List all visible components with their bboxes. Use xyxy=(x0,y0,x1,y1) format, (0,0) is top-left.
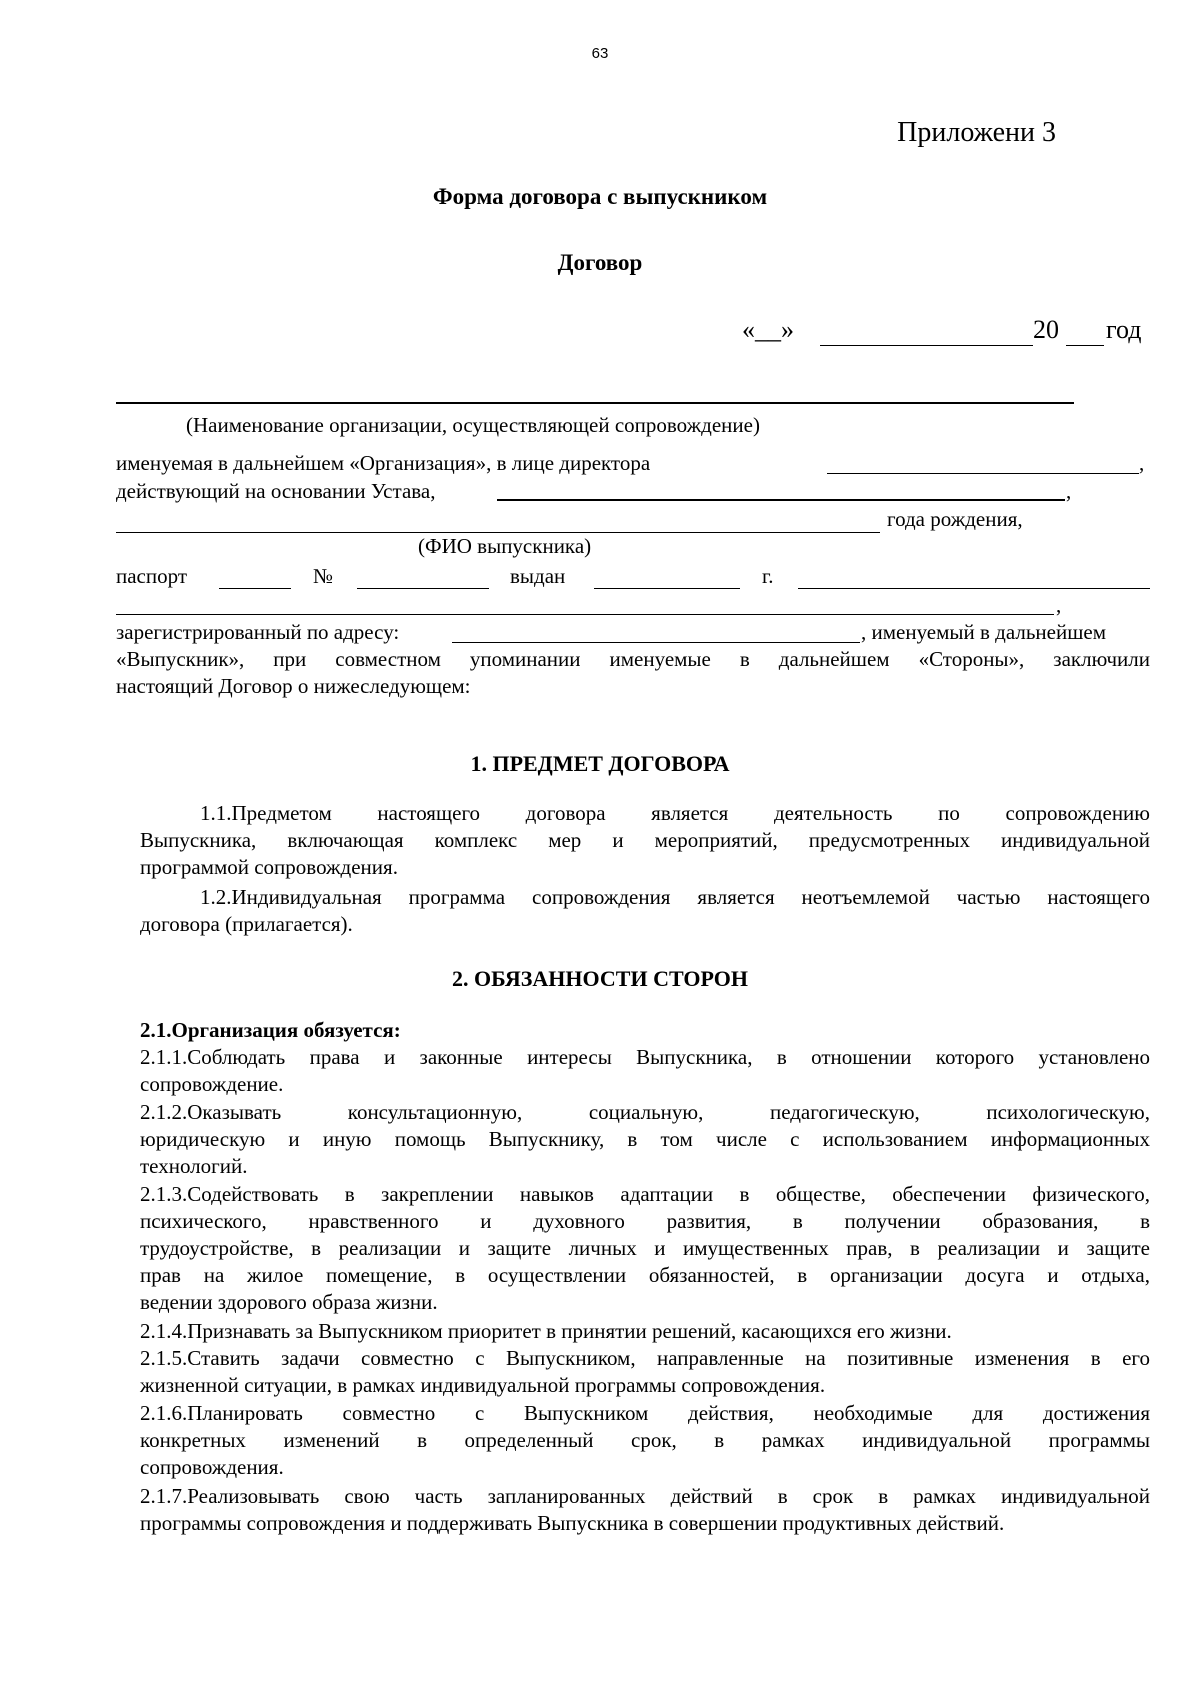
number-sign: № xyxy=(313,564,334,588)
comma: , xyxy=(1066,479,1072,503)
text-line: трудоустройстве, в реализации и защите личных и имущественных прав, в реализации и защите xyxy=(140,1236,1150,1260)
text-line: сопровождения. xyxy=(140,1455,284,1479)
address-continuation-blank xyxy=(116,614,1054,615)
director-name-blank xyxy=(827,473,1139,474)
date-year-blank xyxy=(1066,345,1104,346)
text-line: программой сопровождения. xyxy=(140,855,398,879)
text-line: 2.1.4.Признавать за Выпускником приоритет в принятии решений, касающихся его жизни. xyxy=(140,1319,952,1343)
text-line: прав на жилое помещение, в осуществлении обязанностей, в организации досуга и отдыха, xyxy=(140,1263,1150,1287)
text-line: жизненной ситуации, в рамках индивидуальной программы сопровождения. xyxy=(140,1373,826,1397)
clause-2-1-6 xyxy=(140,1400,1150,1481)
text-line: сопровождение. xyxy=(140,1072,284,1096)
fio-caption: (ФИО выпускника) xyxy=(418,534,592,558)
org-caption: (Наименование организации, осуществляющей сопровождение) xyxy=(186,413,760,437)
text-line: 1.1.Предметом настоящего договора является деятельность по сопровождению xyxy=(200,801,1150,825)
section-2-title: 2. ОБЯЗАННОСТИ СТОРОН xyxy=(451,966,748,991)
text-line: Выпускника, включающая комплекс мер и мероприятий, предусмотренных индивидуальной xyxy=(140,828,1150,852)
text-line: 2.1.1.Соблюдать права и законные интересы Выпускника, в отношении которого установлено xyxy=(140,1045,1150,1069)
address-blank xyxy=(452,642,860,643)
intro-paragraph xyxy=(116,646,1150,700)
text-line: конкретных изменений в определенный срок, в рамках индивидуальной программы xyxy=(140,1428,1150,1452)
clause-1-1 xyxy=(140,800,1150,881)
org-name-blank xyxy=(116,402,1074,404)
issued-by-blank xyxy=(594,588,740,589)
text-line: ведении здорового образа жизни. xyxy=(140,1290,438,1314)
appendix-label: Приложени 3 xyxy=(897,117,1056,148)
text-line: 2.1.5.Ставить задачи совместно с Выпускником, направленные на позитивные изменения в его xyxy=(140,1346,1150,1370)
page-number: 63 xyxy=(591,45,609,62)
text-line: программы сопровождения и поддерживать Выпускника в совершении продуктивных действий. xyxy=(140,1511,1005,1535)
text-line: настоящий Договор о нижеследующем: xyxy=(116,674,471,698)
clause-2-1-4 xyxy=(140,1318,1150,1345)
city-label: г. xyxy=(762,564,774,588)
text-line: юридическую и иную помощь Выпускнику, в том числе с использованием информационных xyxy=(140,1127,1150,1151)
named-graduate-text: , именуемый в дальнейшем xyxy=(861,620,1107,644)
passport-series-blank xyxy=(219,588,291,589)
date-year-word: год xyxy=(1106,315,1142,344)
text-line: договора (прилагается). xyxy=(140,912,353,936)
city-blank xyxy=(798,588,1150,589)
section-1-title: 1. ПРЕДМЕТ ДОГОВОРА xyxy=(470,751,730,776)
text-line: психического, нравственного и духовного развития, в получении образования, в xyxy=(140,1209,1150,1233)
date-month-blank xyxy=(820,345,1033,346)
clause-2-1-3 xyxy=(140,1181,1150,1316)
clause-1-2 xyxy=(140,884,1150,938)
comma: , xyxy=(1056,593,1062,617)
comma: , xyxy=(1139,451,1145,475)
issued-label: выдан xyxy=(510,564,566,588)
contract-title: Договор xyxy=(557,250,643,275)
text-line: технологий. xyxy=(140,1154,248,1178)
date-day-field: «__» xyxy=(742,315,794,344)
acting-blank xyxy=(497,499,1065,501)
clause-2-1-1 xyxy=(140,1044,1150,1098)
passport-label: паспорт xyxy=(116,564,188,588)
text-line: 2.1.7.Реализовывать свою часть запланированных действий в срок в рамках индивидуальной xyxy=(140,1484,1150,1508)
clause-2-1-2 xyxy=(140,1099,1150,1180)
text-line: 2.1.2.Оказывать консультационную, социальную, педагогическую, психологическую, xyxy=(140,1100,1150,1124)
birth-year-text: года рождения, xyxy=(887,507,1023,531)
text-line: 2.1.6.Планировать совместно с Выпускником действия, необходимые для достижения xyxy=(140,1401,1150,1425)
text-line: «Выпускник», при совместном упоминании именуемые в дальнейшем «Стороны», заключили xyxy=(116,647,1150,671)
form-title: Форма договора с выпускником xyxy=(432,184,768,209)
named-org-text: именуемая в дальнейшем «Организация», в лице директора xyxy=(116,451,651,475)
text-line: 1.2.Индивидуальная программа сопровождения является неотъемлемой частью настоящего xyxy=(200,885,1150,909)
text-line: 2.1.3.Содействовать в закреплении навыков адаптации в обществе, обеспечении физического, xyxy=(140,1182,1150,1206)
date-year-prefix: 20 xyxy=(1033,315,1059,344)
section-2-1-heading: 2.1.Организация обязуется: xyxy=(140,1018,401,1042)
passport-number-blank xyxy=(357,588,489,589)
registered-text: зарегистрированный по адресу: xyxy=(116,620,400,644)
acting-text: действующий на основании Устава, xyxy=(116,479,436,503)
clause-2-1-5 xyxy=(140,1345,1150,1399)
clause-2-1-7 xyxy=(140,1483,1150,1537)
